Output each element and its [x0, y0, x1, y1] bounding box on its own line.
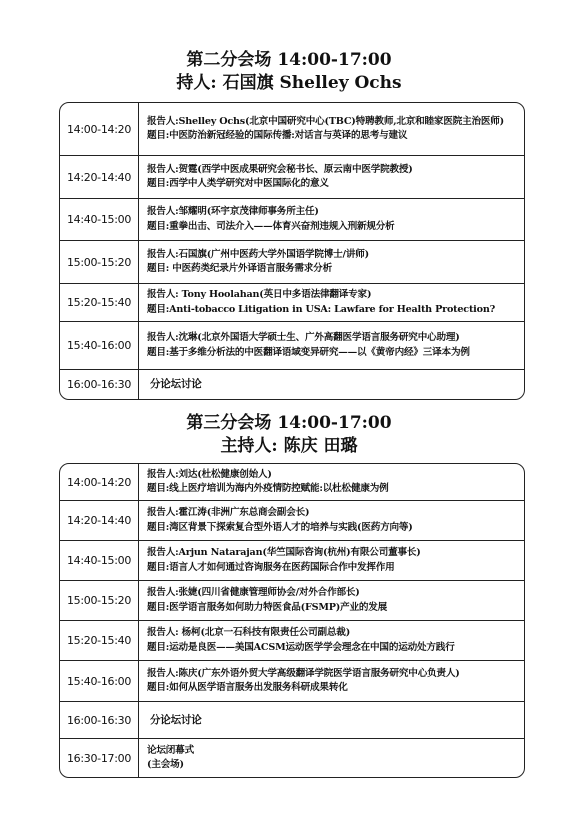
topic-line: 题目:中医防治新冠经验的国际传播:对话言与英译的思考与建议	[147, 130, 408, 141]
table-row	[60, 369, 524, 399]
session2-hosts: 持人: 石国旗 Shelley Ochs	[176, 73, 402, 93]
table-row	[60, 321, 524, 369]
session2-title: 第二分会场 14:00-17:00	[186, 50, 392, 70]
table-row	[60, 580, 524, 620]
time-slot: 15:20-15:40	[60, 621, 139, 660]
talk-info	[139, 702, 524, 738]
talk-info	[139, 501, 524, 540]
table-row	[60, 155, 524, 198]
venue-line: (主会场)	[147, 759, 184, 770]
speaker-line: 报告人:刘达(杜松健康创始人)	[147, 468, 272, 480]
speaker-line: 报告人:石国旗(广州中医药大学外国语学院博士/讲师)	[147, 248, 369, 260]
speaker-line: 报告人:Shelley Ochs(北京中国研究中心(TBC)特聘教师,北京和睦家医院主治医师)	[147, 115, 505, 127]
topic-line: 题目:Anti-tobacco Litigation in USA: Lawfare for Health Protection?	[147, 303, 496, 315]
talk-info	[139, 370, 524, 399]
topic-line: 题目:湾区背景下探索复合型外语人才的培养与实践(医药方向等)	[147, 521, 413, 533]
session2-header	[0, 49, 578, 94]
talk-info	[139, 322, 524, 369]
talk-info	[139, 199, 524, 240]
speaker-line: 报告人:贺霆(西学中医成果研究会秘书长、原云南中医学院教授)	[147, 163, 413, 175]
table-row	[60, 620, 524, 660]
topic-line: 题目:线上医疗培训为海内外疫情防控赋能:以杜松健康为例	[147, 483, 389, 494]
talk-info	[139, 284, 524, 321]
discussion-line: 分论坛讨论	[150, 378, 202, 391]
session3-header	[0, 412, 578, 457]
speaker-line: 报告人:霍江涛(非洲广东总商会副会长)	[147, 507, 310, 518]
table-row	[60, 283, 524, 321]
topic-line: 题目:医学语言服务如何助力特医食品(FSMP)产业的发展	[147, 601, 388, 613]
time-slot: 16:00-16:30	[60, 370, 139, 399]
table-row	[60, 198, 524, 240]
topic-line: 题目:重拳出击、司法介入——体育兴奋剂违规入刑新规分析	[147, 220, 395, 232]
time-slot: 16:30-17:00	[60, 739, 139, 777]
closing-line: 论坛闭幕式	[147, 744, 194, 756]
topic-line: 题目: 中医药类纪录片外译语言服务需求分析	[147, 263, 332, 274]
table-row	[60, 500, 524, 540]
time-slot: 14:40-15:00	[60, 199, 139, 240]
time-slot: 16:00-16:30	[60, 702, 139, 738]
speaker-line: 报告人:邹耀明(环宇京茂律师事务所主任)	[147, 206, 319, 217]
speaker-line: 报告人: 杨柯(北京一石科技有限责任公司副总裁)	[147, 627, 351, 638]
time-slot: 14:00-14:20	[60, 464, 139, 500]
table-row	[60, 701, 524, 738]
talk-info	[139, 241, 524, 283]
time-slot: 15:40-16:00	[60, 661, 139, 701]
topic-line: 题目:语言人才如何通过咨询服务在医药国际合作中发挥作用	[147, 561, 395, 573]
table-row	[60, 464, 524, 500]
talk-info	[139, 541, 524, 580]
table-row	[60, 103, 524, 155]
time-slot: 14:40-15:00	[60, 541, 139, 580]
talk-info	[139, 103, 524, 155]
speaker-line: 报告人:Arjun Natarajan(华竺国际咨询(杭州)有限公司董事长)	[147, 547, 421, 558]
time-slot: 14:20-14:40	[60, 156, 139, 198]
talk-info	[139, 581, 524, 620]
topic-line: 题目:基于多维分析法的中医翻译语域变异研究——以《黄帝内经》三译本为例	[147, 346, 470, 358]
session3-table	[59, 463, 525, 778]
speaker-line: 报告人:沈琳(北京外国语大学硕士生、广外高翻医学语言服务研究中心助理)	[147, 332, 460, 343]
time-slot: 14:00-14:20	[60, 103, 139, 155]
talk-info	[139, 464, 524, 500]
time-slot: 14:20-14:40	[60, 501, 139, 540]
topic-line: 题目:运动是良医——美国ACSM运动医学学会理念在中国的运动处方践行	[147, 641, 455, 653]
table-row	[60, 240, 524, 283]
topic-line: 题目:如何从医学语言服务出发服务科研成果转化	[147, 682, 348, 693]
talk-info	[139, 739, 524, 777]
talk-info	[139, 661, 524, 701]
table-row	[60, 540, 524, 580]
session2-table	[59, 102, 525, 400]
topic-line: 题目:西学中人类学研究对中医国际化的意义	[147, 178, 329, 189]
session3-hosts: 主持人: 陈庆 田璐	[220, 436, 358, 456]
table-row	[60, 660, 524, 701]
time-slot: 15:20-15:40	[60, 284, 139, 321]
talk-info	[139, 156, 524, 198]
speaker-line: 报告人: Tony Hoolahan(英日中多语法律翻译专家)	[147, 289, 372, 300]
table-row	[60, 738, 524, 777]
speaker-line: 报告人:陈庆(广东外语外贸大学高级翻译学院医学语言服务研究中心负责人)	[147, 667, 460, 679]
discussion-line: 分论坛讨论	[150, 713, 202, 726]
session3-title: 第三分会场 14:00-17:00	[186, 413, 392, 433]
time-slot: 15:00-15:20	[60, 581, 139, 620]
talk-info	[139, 621, 524, 660]
time-slot: 15:40-16:00	[60, 322, 139, 369]
speaker-line: 报告人:张婕(四川省健康管理师协会/对外合作部长)	[147, 587, 360, 598]
time-slot: 15:00-15:20	[60, 241, 139, 283]
